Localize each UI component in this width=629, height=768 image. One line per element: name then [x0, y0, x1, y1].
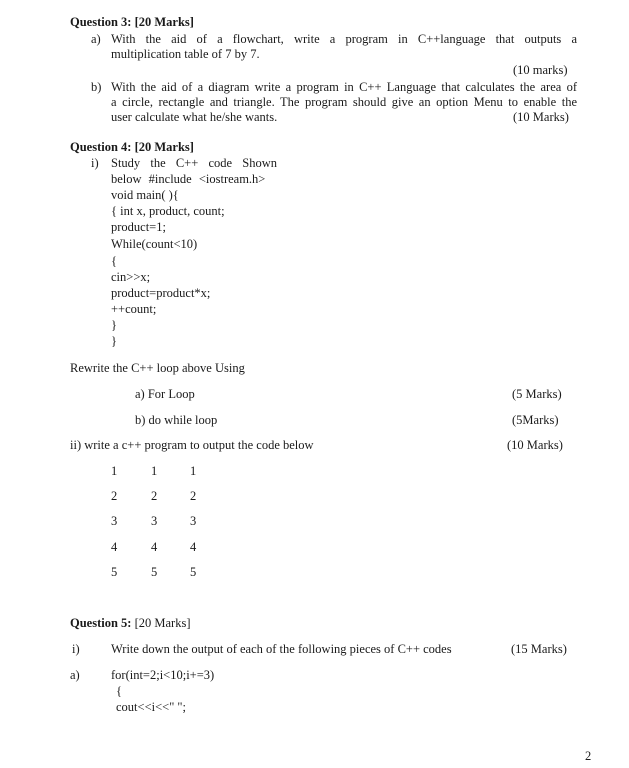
option-for-loop: a) For Loop [135, 387, 195, 401]
option-do-while-marks: (5Marks) [512, 413, 559, 427]
table-cell: 2 [151, 489, 158, 503]
q5-heading-bold: Question 5: [70, 616, 132, 630]
code-line: { [111, 254, 117, 268]
q3a-line2: multiplication table of 7 by 7. [111, 47, 260, 61]
code-line: } [111, 318, 117, 332]
table-cell: 1 [151, 464, 158, 478]
table-cell: 1 [190, 464, 197, 478]
q5i-marks: (15 Marks) [511, 642, 567, 656]
q3b-label: b) [91, 80, 102, 94]
code-line: for(int=2;i<10;i+=3) [111, 668, 215, 682]
code-line: cin>>x; [111, 270, 151, 284]
q4i-line2: below #include <iostream.h> [111, 172, 266, 186]
q4ii-marks: (10 Marks) [507, 438, 563, 452]
q3a-label: a) [91, 32, 101, 46]
q4-heading: Question 4: [20 Marks] [70, 140, 194, 154]
code-line: product=1; [111, 220, 166, 234]
q3b-line3: user calculate what he/she wants. [111, 110, 278, 124]
code-line: } [111, 334, 117, 348]
table-cell: 1 [111, 464, 118, 478]
table-cell: 4 [151, 540, 158, 554]
q3a-marks: (10 marks) [513, 63, 568, 77]
q4ii-text: ii) write a c++ program to output the code below [70, 438, 314, 452]
page-number: 2 [585, 749, 592, 763]
table-cell: 5 [151, 565, 158, 579]
q3b-marks: (10 Marks) [513, 110, 569, 124]
q5i-text: Write down the output of each of the following pieces of C++ codes [111, 642, 452, 656]
table-cell: 5 [190, 565, 197, 579]
q3b-line2: a circle, rectangle and triangle. The program should give an option Menu to enable the [111, 95, 577, 109]
q3-heading: Question 3: [20 Marks] [70, 15, 194, 29]
option-for-loop-marks: (5 Marks) [512, 387, 562, 401]
code-line: ++count; [111, 302, 157, 316]
code-line: While(count<10) [111, 237, 198, 251]
table-cell: 4 [190, 540, 197, 554]
code-line: cout<<i<<" "; [116, 700, 186, 714]
q5-heading-rest: [20 Marks] [131, 616, 191, 630]
rewrite-instruction: Rewrite the C++ loop above Using [70, 361, 245, 375]
table-cell: 5 [111, 565, 118, 579]
code-line: { int x, product, count; [111, 204, 225, 218]
q3b-line1: With the aid of a diagram write a program in C++ Language that calculates the area of [111, 80, 577, 94]
q4i-line1: Study the C++ code Shown [111, 156, 277, 170]
q5-heading [70, 616, 190, 631]
table-cell: 2 [111, 489, 118, 503]
q5a-label: a) [70, 668, 80, 682]
table-cell: 3 [190, 514, 197, 528]
q3a-line1: With the aid of a flowchart, write a program in C++language that outputs a [111, 32, 577, 46]
code-line: product=product*x; [111, 286, 211, 300]
table-cell: 2 [190, 489, 197, 503]
table-cell: 4 [111, 540, 118, 554]
code-line: { [116, 684, 122, 698]
q5i-label: i) [72, 642, 80, 656]
option-do-while: b) do while loop [135, 413, 218, 427]
table-cell: 3 [151, 514, 158, 528]
code-line: void main( ){ [111, 188, 179, 202]
table-cell: 3 [111, 514, 118, 528]
q4i-label: i) [91, 156, 99, 170]
